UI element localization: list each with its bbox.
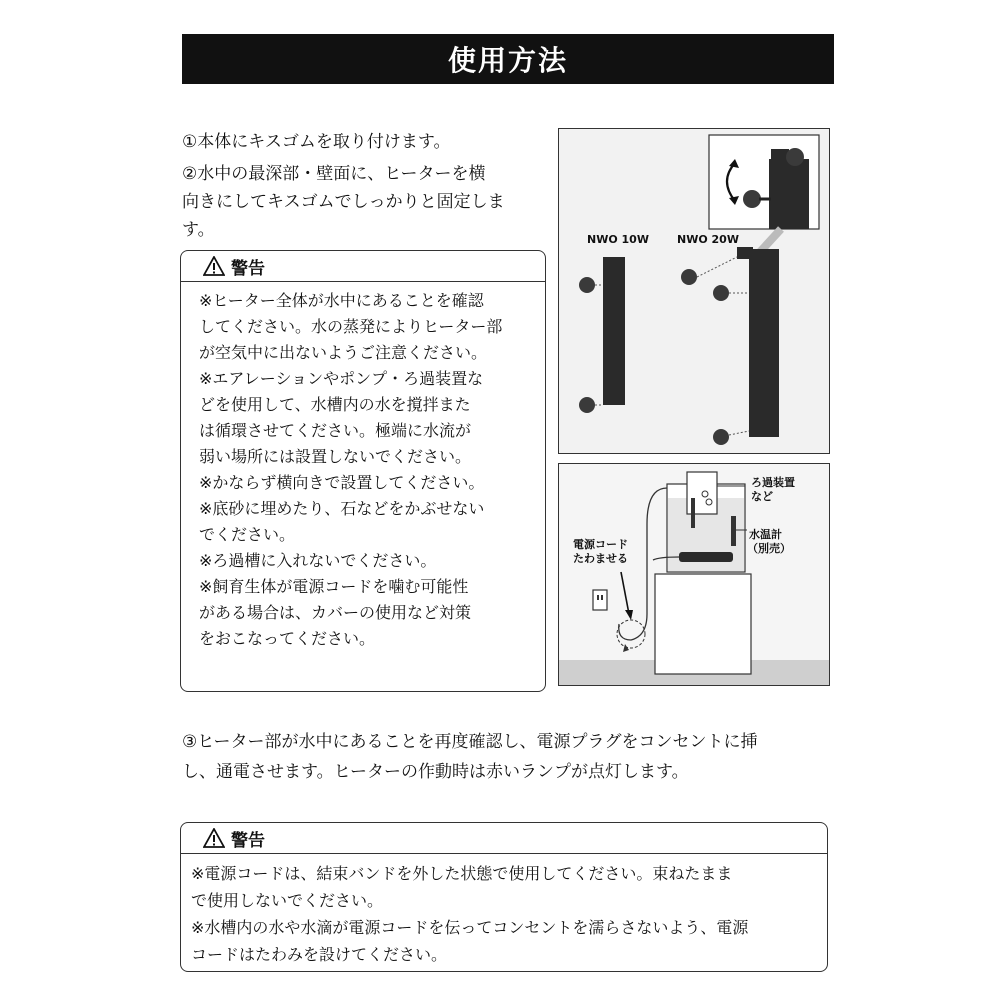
warning1-line: ※飼育生体が電源コードを噛む可能性: [199, 577, 469, 596]
warning1-line: ※ろ過槽に入れないでください。: [199, 551, 437, 570]
warning-box-1: [180, 250, 546, 692]
warning-body-2: [181, 854, 827, 968]
warning1-line: ※ヒーター全体が水中にあることを確認: [199, 291, 484, 310]
warning1-line: でください。: [199, 525, 296, 544]
warning1-line: がある場合は、カバーの使用など対策: [199, 603, 472, 622]
warning2-line: ※電源コードは、結束バンドを外した状態で使用してください。束ねたまま: [191, 864, 733, 883]
step-2-line-3: す。: [182, 220, 215, 240]
label-filter: ろ過装置: [751, 476, 795, 489]
figure-aquarium-setup: [558, 463, 830, 686]
label-nwo-10w: NWO 10W: [587, 233, 649, 246]
warning1-line: が空気中に出ないようご注意ください。: [199, 343, 488, 362]
warning2-line: で使用しないでください。: [191, 891, 384, 910]
page-title: 使用方法: [182, 34, 834, 84]
figure-heater-mounting: [558, 128, 830, 454]
warning-heading-2: 警告: [231, 830, 265, 851]
warning-heading-1: 警告: [231, 258, 265, 279]
warning2-line: ※水槽内の水や水滴が電源コードを伝ってコンセントを濡らさないよう、電源: [191, 918, 749, 937]
warning1-line: ※底砂に埋めたり、石などをかぶせない: [199, 499, 485, 518]
label-nwo-20w: NWO 20W: [677, 233, 739, 246]
warning1-line: 弱い場所には設置しないでください。: [199, 447, 472, 466]
warning-header-1: [181, 251, 545, 282]
label-filter-etc: など: [751, 490, 773, 503]
rotate-arrow-icon: [715, 159, 745, 205]
label-thermometer: 水温計: [749, 528, 782, 541]
warning-triangle-icon: [203, 828, 225, 848]
aquarium-illustration: [559, 464, 830, 686]
label-thermometer-sold-separately: （別売）: [747, 542, 791, 555]
warning1-line: どを使用して、水槽内の水を撹拌また: [199, 395, 471, 414]
warning1-line: ※かならず横向きで設置してください。: [199, 473, 485, 492]
label-power-cord: 電源コード: [573, 538, 628, 551]
warning1-line: してください。水の蒸発によりヒーター部: [199, 317, 503, 336]
warning-triangle-icon: [203, 256, 225, 276]
warning-body-1: [181, 282, 545, 652]
warning1-line: ※エアレーションやポンプ・ろ過装置な: [199, 369, 484, 388]
heater-illustration: [559, 129, 830, 454]
warning1-line: をおこなってください。: [199, 629, 376, 648]
step-3-line-2: し、通電させます。ヒーターの作動時は赤いランプが点灯します。: [182, 762, 689, 782]
step-2-line-1: ②水中の最深部・壁面に、ヒーターを横: [182, 164, 486, 184]
label-cord-slack: たわませる: [573, 552, 628, 565]
warning2-line: コードはたわみを設けてください。: [191, 945, 448, 964]
step-1: ①本体にキスゴムを取り付けます。: [182, 132, 451, 152]
warning-box-2: [180, 822, 828, 972]
step-2-line-2: 向きにしてキスゴムでしっかりと固定しま: [182, 192, 505, 212]
step-3-line-1: ③ヒーター部が水中にあることを再度確認し、電源プラグをコンセントに挿: [182, 732, 758, 752]
warning1-line: は循環させてください。極端に水流が: [199, 421, 472, 440]
warning-header-2: [181, 823, 827, 854]
